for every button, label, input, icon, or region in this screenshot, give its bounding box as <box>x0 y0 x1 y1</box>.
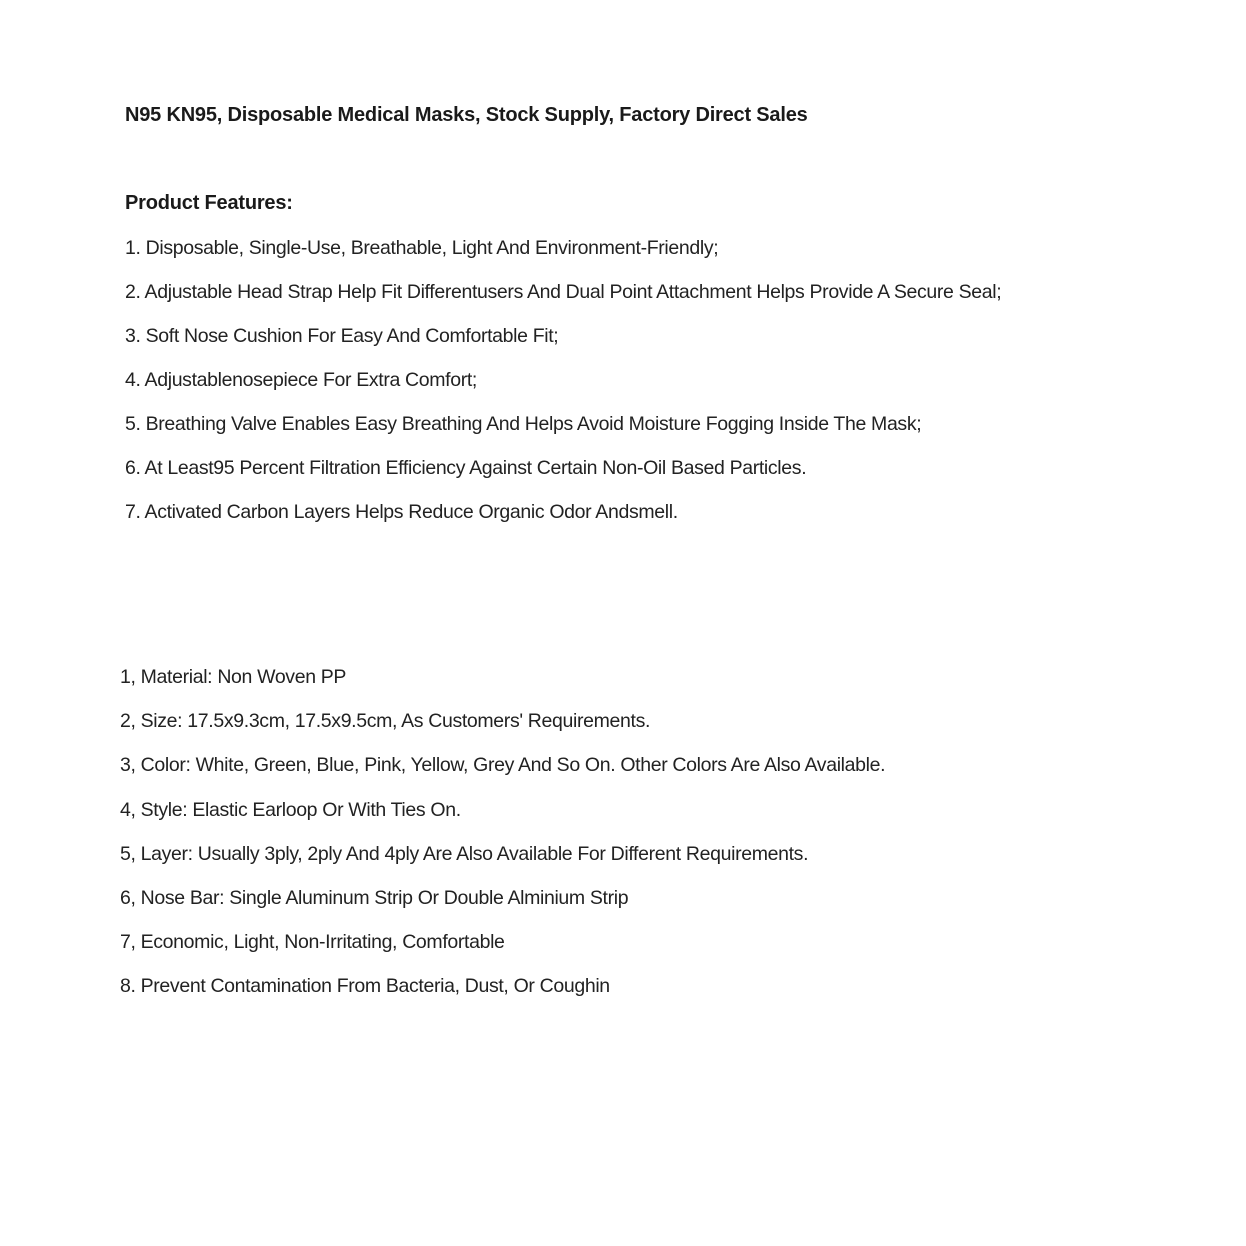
feature-item: 2. Adjustable Head Strap Help Fit Differentusers And Dual Point Attachment Helps Provide A Secure Seal; <box>125 281 1002 303</box>
spec-item: 7, Economic, Light, Non-Irritating, Comfortable <box>120 931 505 954</box>
feature-list <box>125 236 1001 544</box>
spec-item: 1, Material: Non Woven PP <box>120 666 347 688</box>
feature-item: 6. At Least95 Percent Filtration Efficiency Against Certain Non-Oil Based Particles. <box>125 457 807 479</box>
feature-item: 7. Activated Carbon Layers Helps Reduce Organic Odor Andsmell. <box>125 501 678 523</box>
spec-item: 5, Layer: Usually 3ply, 2ply And 4ply Are Also Available For Different Requirements. <box>120 842 809 865</box>
feature-item: 4. Adjustablenosepiece For Extra Comfort; <box>125 369 477 391</box>
spec-item: 3, Color: White, Green, Blue, Pink, Yellow, Grey And So On. Other Colors Are Also Available. <box>120 754 886 777</box>
feature-item: 1. Disposable, Single-Use, Breathable, Light And Environment-Friendly; <box>125 237 719 259</box>
spec-item: 8. Prevent Contamination From Bacteria, Dust, Or Coughin <box>120 975 610 998</box>
spec-item: 4, Style: Elastic Earloop Or With Ties On. <box>120 798 461 821</box>
feature-item: 5. Breathing Valve Enables Easy Breathing And Helps Avoid Moisture Fogging Inside The Mask; <box>125 413 922 435</box>
feature-item: 3. Soft Nose Cushion For Easy And Comfortable Fit; <box>125 325 559 347</box>
spec-item: 6, Nose Bar: Single Aluminum Strip Or Double Alminium Strip <box>120 886 629 909</box>
page-title: N95 KN95, Disposable Medical Masks, Stock Supply, Factory Direct Sales <box>125 104 808 126</box>
spec-item: 2, Size: 17.5x9.3cm, 17.5x9.5cm, As Customers' Requirements. <box>120 710 651 733</box>
features-heading: Product Features: <box>125 192 293 214</box>
spec-list <box>120 665 885 1019</box>
